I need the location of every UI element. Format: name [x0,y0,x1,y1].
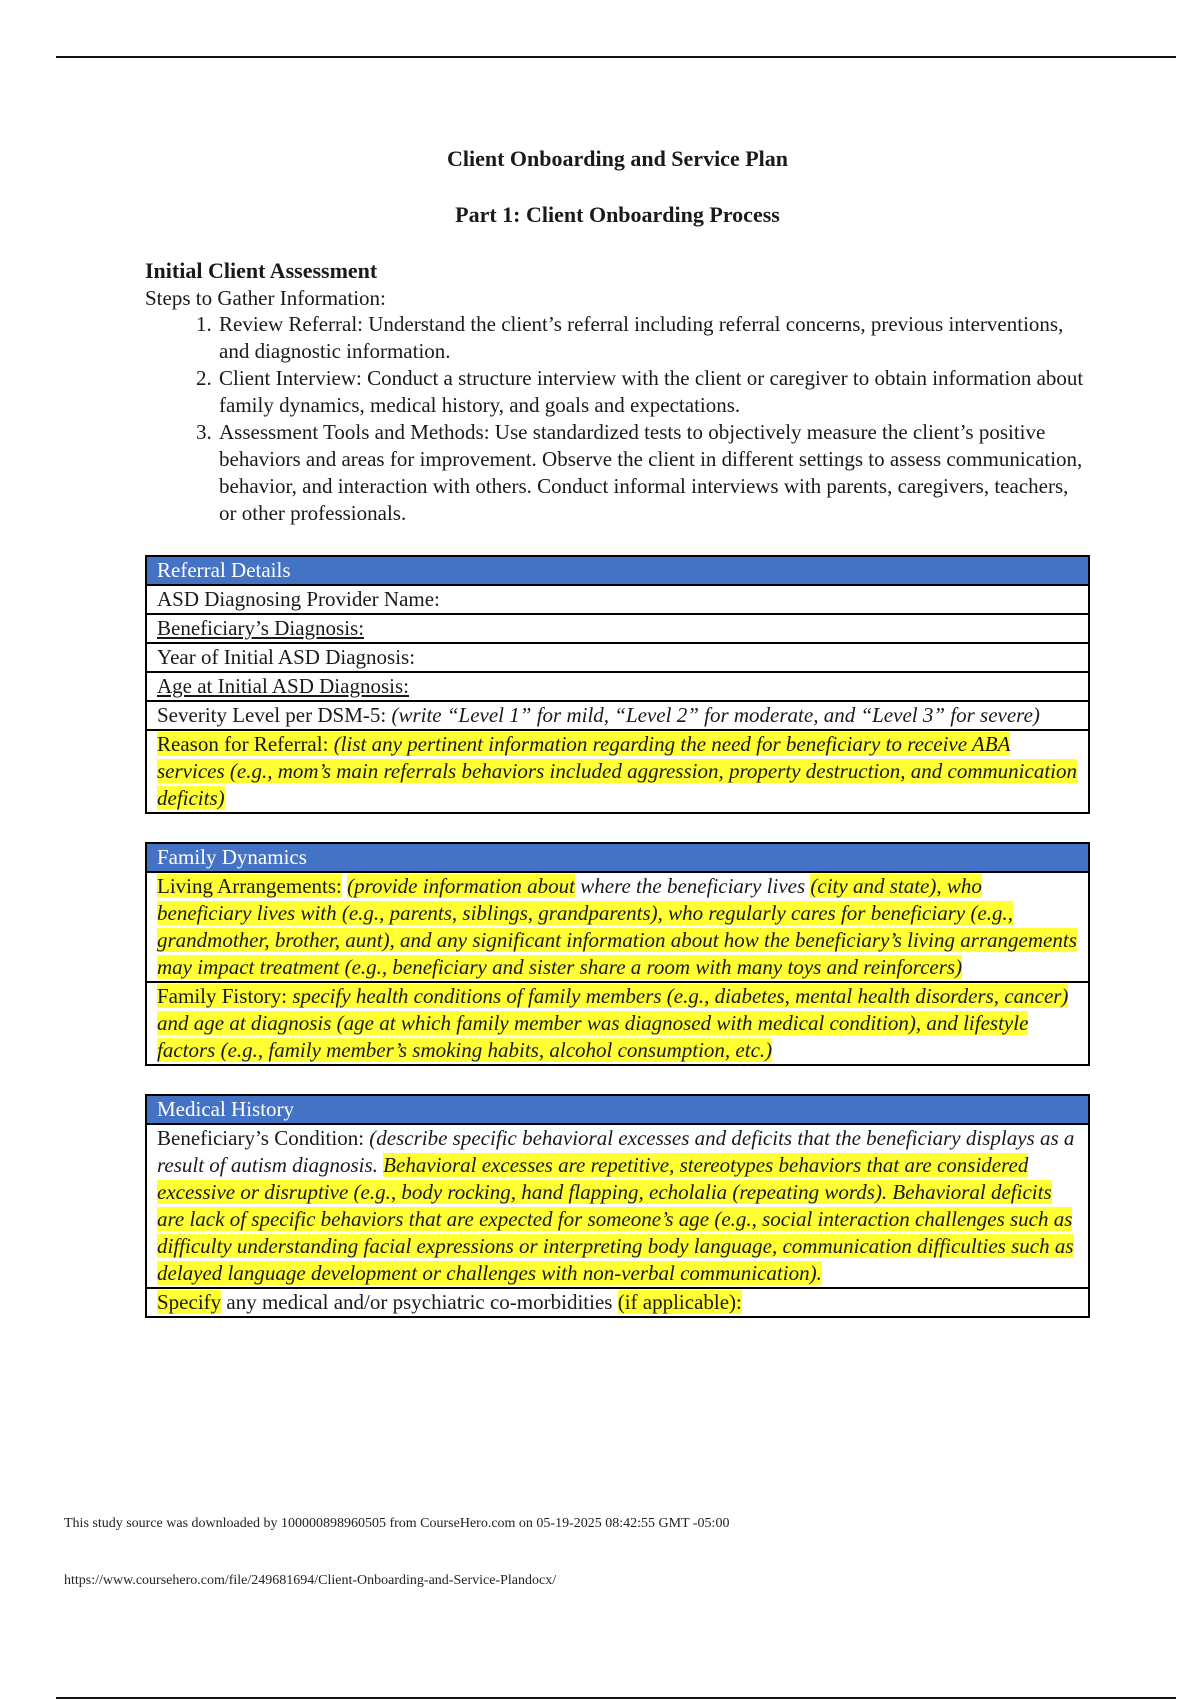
diagnosis-age-field[interactable] [146,672,1089,701]
family-header: Family Dynamics [146,843,1089,872]
living-hint-a: (provide information about [347,874,576,898]
family-history-field[interactable] [146,982,1089,1065]
referral-header: Referral Details [146,556,1089,585]
living-hint-c: (city and state), who beneficiary lives with (e.g., parents, siblings, grandparents), who regularly cares for beneficiary (e.g., grandmother, brother, aunt), and any significant information about how the beneficiary’s living arrangements may impact treatment (e.g., beneficiary and sister share a room with many toys and reinforcers) [157,874,1077,979]
provider-name-label: ASD Diagnosing Provider Name: [157,587,440,611]
diagnosis-age-label: Age at Initial ASD Diagnosis: [157,674,409,698]
referral-reason-hint: (list any pertinent information regarding the need for beneficiary to receive ABA services (e.g., mom’s main referrals behaviors included aggression, property destruction, and communication deficits) [157,732,1077,810]
download-note: This study source was downloaded by 100000898960505 from CourseHero.com on 05-19-2025 08:42:55 GMT -05:00 [64,1516,730,1531]
living-label: Living Arrangements: [157,874,342,898]
step-item: 3. Assessment Tools and Methods: Use standardized tests to objectively measure the client’s positive behaviors and areas for improvement. Observe the client in different settings to assess communication, behavior, and interaction with others. Conduct informal interviews with parents, caregivers, teachers, or other professionals. [217,419,1090,527]
family-history-hint: specify health conditions of family members (e.g., diabetes, mental health disorders, cancer) and age at diagnosis (age at which family member was diagnosed with medical condition), and lifestyle factors (e.g., family member’s smoking habits, alcohol consumption, etc.) [157,984,1069,1062]
condition-hint-b: Behavioral excesses are repetitive, stereotypes behaviors that are considered excessive or disruptive (e.g., body rocking, hand flapping, echolalia (repeating words). Behavioral deficits are lack of specific behaviors that are expected for someone’s age (e.g., social interaction challenges such as difficulty understanding facial expressions or interpreting body language, communication difficulties such as delayed language development or challenges with non-verbal communication). [157,1153,1074,1285]
severity-field[interactable] [146,701,1089,730]
bottom-rule [56,1697,1176,1699]
severity-label: Severity Level per DSM-5: [157,703,387,727]
family-dynamics-table [145,842,1090,1066]
if-applicable: (if applicable): [617,1290,742,1314]
living-arrangements-field[interactable] [146,872,1089,982]
specify-word: Specify [157,1290,222,1314]
comorbidities-text: any medical and/or psychiatric co-morbidities [226,1290,613,1314]
comorbidities-field[interactable] [146,1288,1089,1317]
referral-details-table [145,555,1090,814]
family-history-label: Family Fistory: [157,984,288,1008]
assessment-heading: Initial Client Assessment [145,258,378,283]
document-subtitle: Part 1: Client Onboarding Process [455,202,780,227]
document-page [145,140,1090,1318]
provider-name-field[interactable] [146,585,1089,614]
document-title: Client Onboarding and Service Plan [446,146,789,171]
step-item: 1. Review Referral: Understand the client’s referral including referral concerns, previous interventions, and diagnostic information. [217,311,1090,365]
diagnosis-field[interactable] [146,614,1089,643]
severity-hint: (write “Level 1” for mild, “Level 2” for moderate, and “Level 3” for severe) [391,703,1040,727]
diagnosis-label: Beneficiary’s Diagnosis: [157,616,365,640]
step-item: 2. Client Interview: Conduct a structure interview with the client or caregiver to obtain information about family dynamics, medical history, and goals and expectations. [217,365,1090,419]
beneficiary-condition-field[interactable] [146,1124,1089,1288]
condition-hint-a: (describe specific behavioral excesses and deficits that the beneficiary displays as a result of autism diagnosis. [157,1126,1075,1177]
referral-reason-label: Reason for Referral: [157,732,329,756]
medical-header: Medical History [146,1095,1089,1124]
source-url[interactable]: https://www.coursehero.com/file/249681694/Client-Onboarding-and-Service-Plandocx/ [64,1573,557,1588]
referral-reason-field[interactable] [146,730,1089,813]
diagnosis-year-field[interactable] [146,643,1089,672]
steps-list [145,311,1090,527]
steps-intro: Steps to Gather Information: [145,286,386,310]
medical-history-table [145,1094,1090,1318]
diagnosis-year-label: Year of Initial ASD Diagnosis: [157,645,416,669]
condition-label: Beneficiary’s Condition: [157,1126,365,1150]
living-hint-b: where the beneficiary lives [580,874,806,898]
top-rule [56,56,1176,58]
